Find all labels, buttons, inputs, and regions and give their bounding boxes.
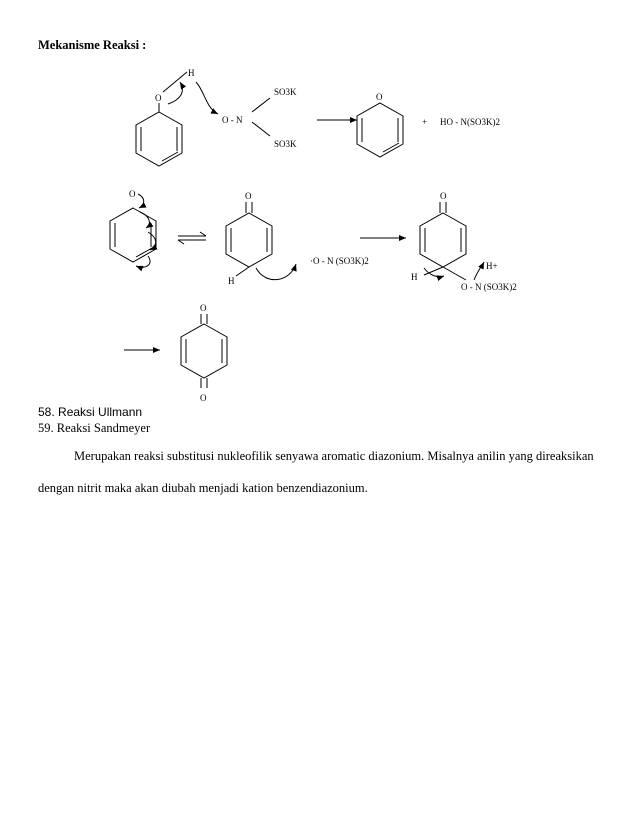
cyclohexadienone-adduct [420, 202, 466, 280]
paragraph-line-1: Merupakan reaksi substitusi nukleofilik senyawa aromatic diazonium. Misalnya anilin yang direaksikan [74, 449, 594, 463]
oxygen-label: O [200, 393, 207, 403]
oxygen-label: O [200, 303, 207, 313]
oxygen-label: O [129, 189, 136, 199]
curved-arrow-icon [474, 262, 484, 280]
section-heading: Mekanisme Reaksi : [38, 38, 147, 52]
oxygen-label: O [155, 93, 162, 103]
curved-arrow-icon [196, 82, 218, 114]
adduct-label: O - N (SO3K)2 [461, 282, 517, 292]
list-number: 58. [38, 405, 55, 419]
equilibrium-arrows-icon [178, 232, 206, 244]
curved-arrow-icon [256, 264, 296, 280]
list-number: 59. [38, 421, 54, 435]
on-label: O - N [222, 115, 243, 125]
phenoxy-ring-1 [136, 72, 187, 166]
curved-arrow-icon [136, 256, 150, 267]
curved-arrow-icon [140, 212, 149, 228]
proton-label: H+ [486, 261, 498, 271]
paragraph-line-2: dengan nitrit maka akan diubah menjadi kation benzendiazonium. [38, 481, 368, 495]
hydrogen-label: H [411, 272, 418, 282]
plus-sign: + [422, 117, 428, 127]
cyclohexadienone-radical [226, 202, 272, 276]
so3k-label: SO3K [274, 139, 297, 149]
benzoquinone-ring [181, 314, 227, 388]
list-text: Reaksi Ullmann [58, 405, 143, 419]
so3k-label: SO3K [274, 87, 297, 97]
list-item-58 [38, 405, 142, 419]
byproduct-label: HO - N(SO3K)2 [440, 117, 500, 127]
phenoxy-ring-2 [357, 103, 403, 157]
oxygen-label: O [440, 191, 447, 201]
nitroxide-radical-label: ·O - N (SO3K)2 [310, 256, 369, 266]
oxygen-label: O [376, 92, 383, 102]
curved-arrow-icon [168, 82, 182, 104]
hydrogen-label: H [228, 276, 235, 286]
curved-arrow-icon [424, 268, 444, 277]
curved-arrow-icon [148, 232, 156, 250]
hydrogen-label: H [188, 68, 195, 78]
phenoxy-resonance-ring [110, 208, 156, 262]
curved-arrow-icon [138, 194, 144, 208]
oxygen-label: O [245, 191, 252, 201]
list-text: Reaksi Sandmeyer [56, 421, 151, 435]
list-item-59 [38, 421, 150, 436]
